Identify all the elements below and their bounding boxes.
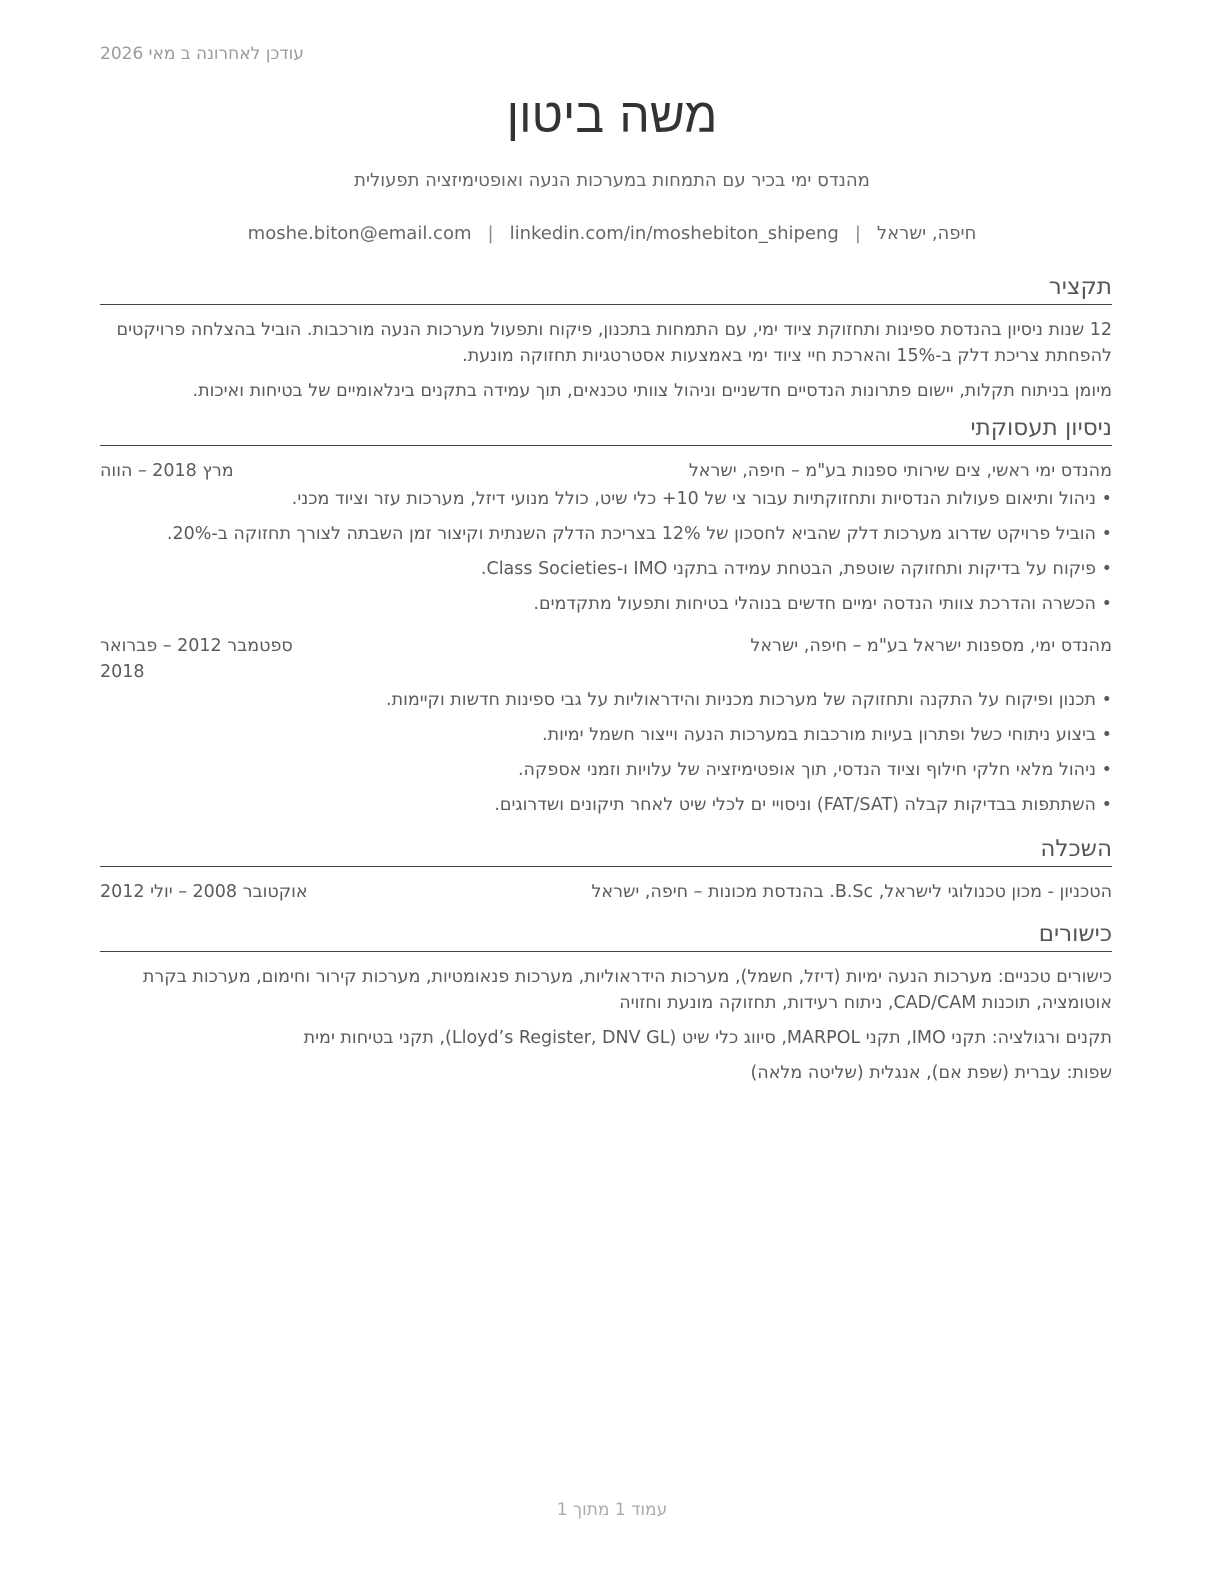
job-bullet-text: השתתפות בבדיקות קבלה (FAT/SAT) וניסויי ים לכלי שיט לאחר תיקונים ושדרוגים.	[494, 795, 1096, 815]
candidate-headline: מהנדס ימי בכיר עם התמחות במערכות הנעה ואופטימיזציה תפעולית	[354, 170, 870, 191]
bullet-dot-icon: •	[1101, 524, 1112, 544]
job-bullet-text: ניהול מלאי חלקי חילוף וציוד הנדסי, תוך אופטימיזציה של עלויות וזמני אספקה.	[517, 760, 1096, 780]
skills-line: תקנים ורגולציה: תקני IMO, תקני MARPOL, סיווג כלי שיט (Lloyd’s Register, DNV GL), תקני בטיחות ימית	[303, 1028, 1112, 1048]
job-bullet	[100, 591, 1112, 617]
job-bullets	[100, 486, 1112, 617]
job-date: מרץ 2018 – הווה	[100, 461, 234, 481]
contact-separator: |	[487, 223, 494, 244]
job-bullets	[100, 687, 1112, 818]
resume-content	[100, 272, 1112, 1095]
experience-section	[100, 413, 1112, 818]
summary-paragraph: 12 שנות ניסיון בהנדסת ספינות ותחזוקת ציוד ימי, עם התמחות בתכנון, פיקוח ותפעול מערכות הנעה מורכבות. הוביל בהצלחה פרויקטים להפחתת צריכת דלק ב-15% והארכת חיי ציוד ימי באמצעות אסטרטגיות תחזוקה מונעת.	[116, 320, 1112, 366]
job-bullet-text: ניהול ותיאום פעולות הנדסיות ותחזוקתיות עבור צי של 10+ כלי שיט, כולל מנועי דיזל, מערכות עזר וציוד מכני.	[291, 489, 1096, 509]
bullet-dot-icon: •	[1101, 725, 1112, 745]
contact-separator: |	[854, 223, 861, 244]
job-bullet	[100, 687, 1112, 713]
job-role: מהנדס ימי, מספנות ישראל בע"מ – חיפה, ישראל	[750, 636, 1112, 656]
job-entry	[100, 458, 1112, 617]
job-bullet-text: פיקוח על בדיקות ותחזוקה שוטפת, הבטחת עמידה בתקני IMO ו-Class Societies.	[480, 559, 1096, 579]
education-institution: הטכניון - מכון טכנולוגי לישראל, B.Sc. בהנדסת מכונות – חיפה, ישראל	[591, 882, 1112, 902]
bullet-dot-icon: •	[1101, 760, 1112, 780]
job-bullet-text: הכשרה והדרכת צוותי הנדסה ימיים חדשים בנוהלי בטיחות ותפעול מתקדמים.	[533, 594, 1096, 614]
job-header	[100, 458, 1112, 484]
job-entry	[100, 633, 1112, 818]
education-section	[100, 834, 1112, 905]
job-bullet-text: ביצוע ניתוחי כשל ופתרון בעיות מורכבות במערכות הנעה וייצור חשמל ימיות.	[542, 725, 1096, 745]
summary-section	[100, 272, 1112, 404]
job-bullet	[100, 521, 1112, 547]
job-bullet	[100, 722, 1112, 748]
section-title-skills: כישורים	[100, 919, 1112, 952]
page-number: עמוד 1 מתוך 1	[556, 1500, 668, 1520]
education-entry	[100, 879, 1112, 905]
contact-line	[0, 223, 1224, 244]
job-bullet	[100, 556, 1112, 582]
job-date: ספטמבר 2012 – פברואר 2018	[100, 636, 293, 682]
contact-linkedin[interactable]: linkedin.com/in/moshebiton_shipeng	[509, 223, 839, 244]
section-title-education: השכלה	[100, 834, 1112, 867]
job-bullet	[100, 792, 1112, 818]
job-bullet	[100, 486, 1112, 512]
contact-location: חיפה, ישראל	[876, 223, 977, 244]
job-bullet	[100, 757, 1112, 783]
bullet-dot-icon: •	[1101, 594, 1112, 614]
candidate-name: משה ביטון	[506, 88, 718, 144]
summary-paragraph: מיומן בניתוח תקלות, יישום פתרונות הנדסיים חדשניים וניהול צוותי טכנאים, תוך עמידה בתקנים בינלאומיים של בטיחות ואיכות.	[192, 381, 1112, 401]
bullet-dot-icon: •	[1101, 690, 1112, 710]
job-bullet-text: הוביל פרויקט שדרוג מערכות דלק שהביא לחסכון של 12% בצריכת הדלק השנתית וקיצור זמן השבתה לצורך תחזוקה ב-20%.	[166, 524, 1096, 544]
skills-section	[100, 919, 1112, 1086]
bullet-dot-icon: •	[1101, 795, 1112, 815]
job-header	[100, 633, 1112, 685]
education-date: אוקטובר 2008 – יולי 2012	[100, 882, 308, 902]
job-bullet-text: תכנון ופיקוח על התקנה ותחזוקה של מערכות מכניות והידראוליות על גבי ספינות חדשות וקיימות.	[386, 690, 1096, 710]
job-role: מהנדס ימי ראשי, צים שירותי ספנות בע"מ – חיפה, ישראל	[688, 461, 1112, 481]
bullet-dot-icon: •	[1101, 489, 1112, 509]
section-title-summary: תקציר	[100, 272, 1112, 305]
section-title-experience: ניסיון תעסוקתי	[100, 413, 1112, 446]
contact-email[interactable]: moshe.biton@email.com	[247, 223, 472, 244]
skills-line: כישורים טכניים: מערכות הנעה ימיות (דיזל, חשמל), מערכות הידראוליות, מערכות פנאומטיות, מערכות קירור וחימום, מערכות בקרת אוטומציה, תוכנות CAD/CAM, ניתוח רעידות, תחזוקה מונעת וחזויה	[142, 967, 1112, 1013]
skills-line: שפות: עברית (שפת אם), אנגלית (שליטה מלאה)	[750, 1063, 1112, 1083]
last-updated-note: עודכן לאחרונה ב מאי 2026	[100, 44, 304, 64]
bullet-dot-icon: •	[1101, 559, 1112, 579]
